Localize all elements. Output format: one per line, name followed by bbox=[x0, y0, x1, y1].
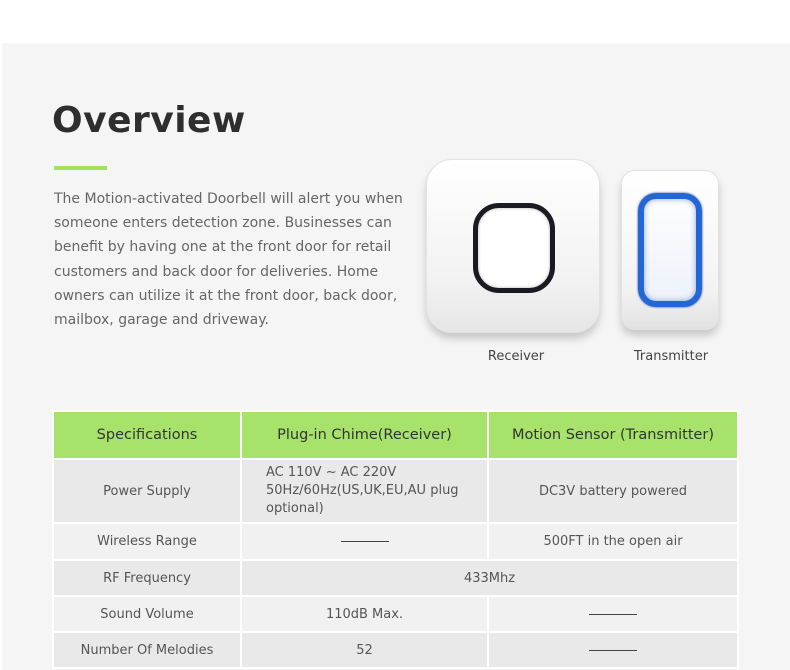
table-row bbox=[53, 459, 738, 523]
row-label: Wireless Range bbox=[53, 523, 241, 560]
transmitter-sensor-icon bbox=[638, 193, 702, 307]
table-row bbox=[53, 560, 738, 596]
receiver-caption: Receiver bbox=[487, 349, 545, 364]
dash-placeholder bbox=[341, 541, 389, 542]
receiver-value-empty bbox=[241, 523, 488, 560]
row-label: Sound Volume bbox=[53, 596, 241, 632]
transmitter-image bbox=[621, 170, 719, 330]
table-row bbox=[53, 596, 738, 632]
dash-placeholder bbox=[589, 650, 637, 651]
row-label: Number Of Melodies bbox=[53, 632, 241, 668]
table-row bbox=[53, 632, 738, 668]
receiver-image bbox=[426, 159, 600, 333]
page-title: Overview bbox=[52, 100, 246, 141]
table-header-row bbox=[53, 411, 738, 459]
row-label: Power Supply bbox=[53, 459, 241, 523]
row-label: RF Frequency bbox=[53, 560, 241, 596]
overview-description: The Motion-activated Doorbell will alert you when someone enters detection zone. Businesses can benefit by having one at the front door for retail customers and back door for deliveries. Home owners can utilize it at the front door, back door, mailbox, garage and driveway. bbox=[54, 191, 403, 329]
transmitter-value-empty bbox=[488, 632, 738, 668]
transmitter-caption: Transmitter bbox=[633, 349, 709, 364]
table-row bbox=[53, 523, 738, 560]
title-accent-bar bbox=[54, 166, 107, 170]
dash-placeholder bbox=[589, 614, 637, 615]
receiver-value: AC 110V ~ AC 220V 50Hz/60Hz(US,UK,EU,AU plug optional) bbox=[241, 459, 488, 523]
receiver-value: 110dB Max. bbox=[241, 596, 488, 632]
header-transmitter: Motion Sensor (Transmitter) bbox=[488, 411, 738, 459]
header-specifications: Specifications bbox=[53, 411, 241, 459]
receiver-value: 52 bbox=[241, 632, 488, 668]
specifications-table bbox=[52, 410, 739, 669]
shared-value: 433Mhz bbox=[241, 560, 738, 596]
header-receiver: Plug-in Chime(Receiver) bbox=[241, 411, 488, 459]
transmitter-value: DC3V battery powered bbox=[488, 459, 738, 523]
transmitter-value: 500FT in the open air bbox=[488, 523, 738, 560]
transmitter-value-empty bbox=[488, 596, 738, 632]
receiver-button-icon bbox=[473, 203, 555, 293]
